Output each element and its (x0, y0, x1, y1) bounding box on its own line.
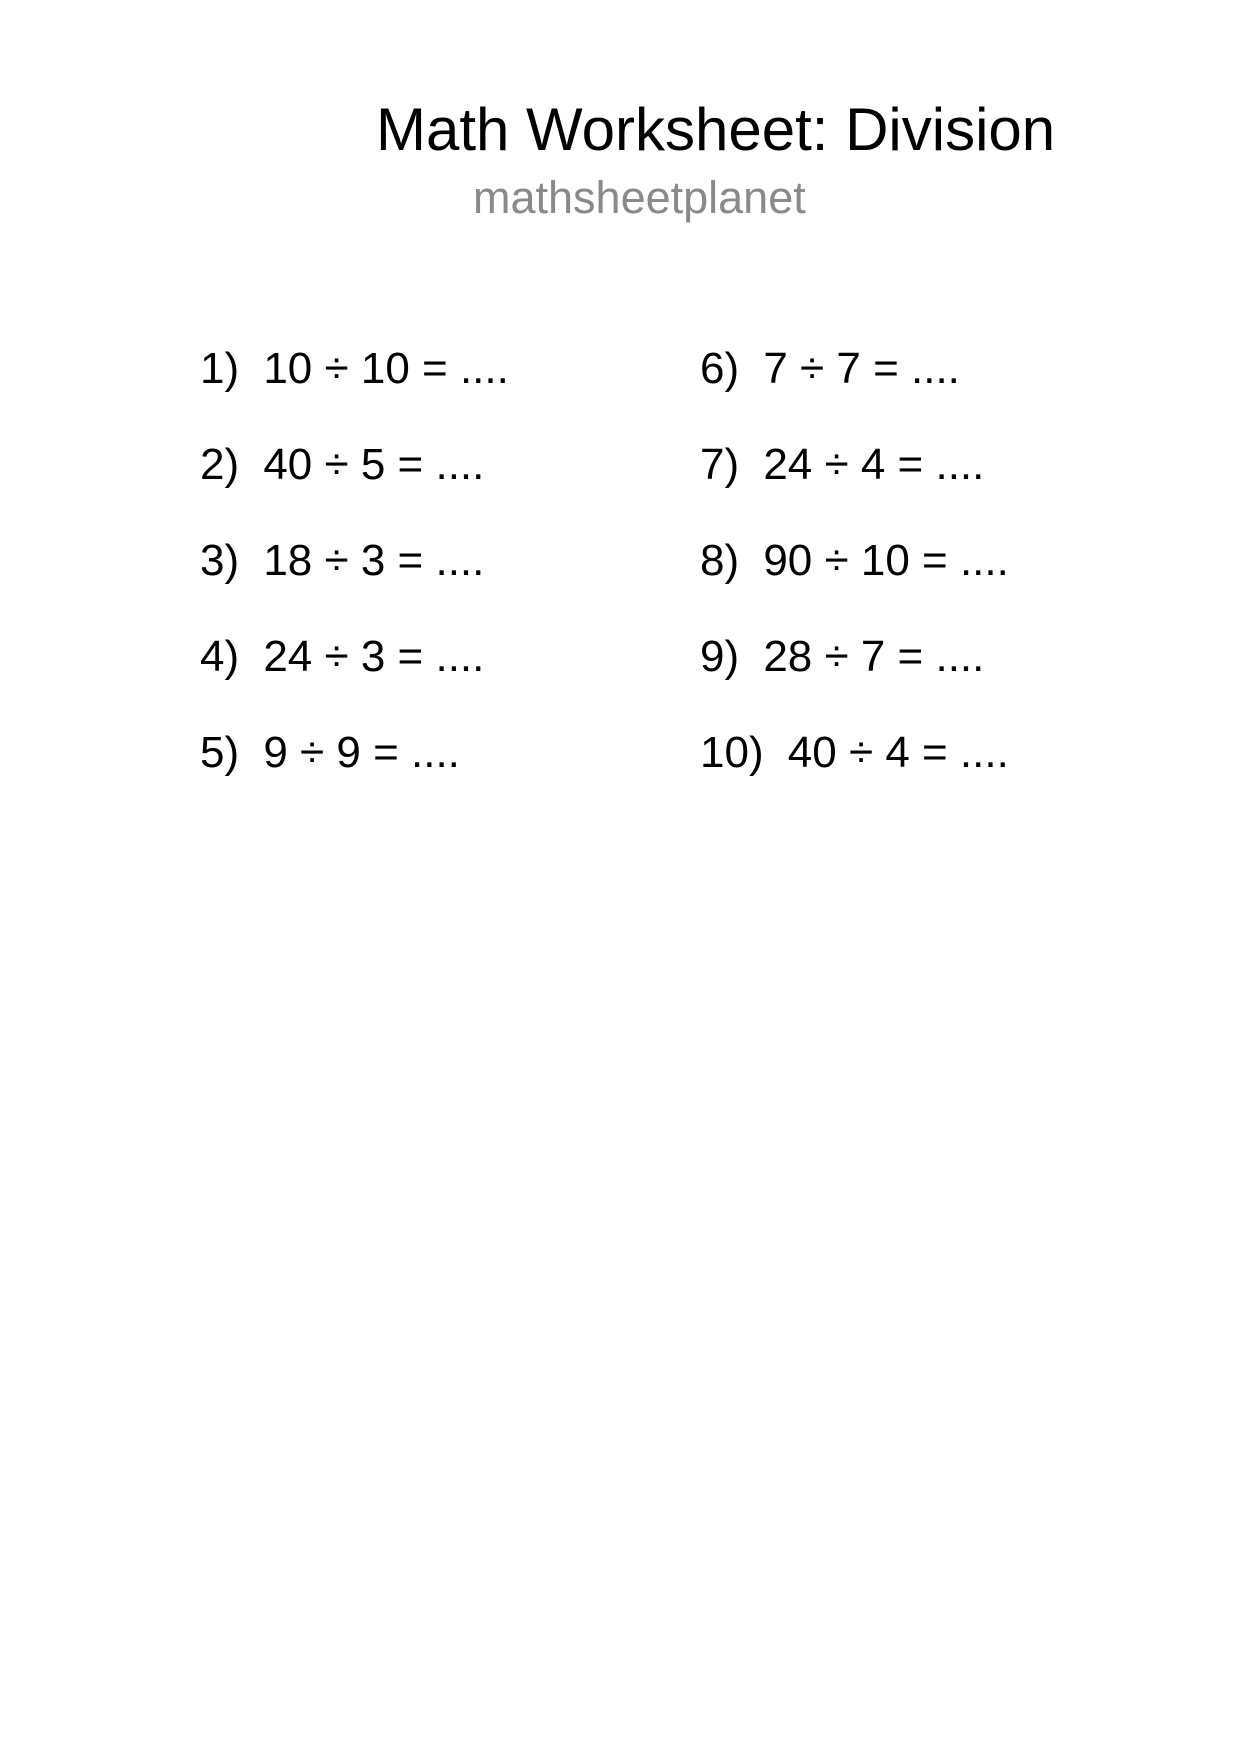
problem-row (200, 344, 509, 393)
problem-expression: 7 ÷ 7 = .... (763, 344, 960, 393)
problem-number: 4) (200, 632, 240, 681)
problem-expression: 24 ÷ 3 = .... (263, 632, 485, 681)
problem-row (700, 440, 1009, 489)
problems-column-left (200, 344, 509, 827)
problem-row (200, 632, 509, 681)
problem-expression: 18 ÷ 3 = .... (263, 536, 485, 585)
problem-expression: 9 ÷ 9 = .... (263, 728, 460, 777)
problem-number: 9) (700, 632, 740, 681)
problem-expression: 90 ÷ 10 = .... (763, 536, 1009, 585)
page-title: Math Worksheet: Division (376, 96, 1056, 163)
problem-number: 3) (200, 536, 240, 585)
problem-row (200, 536, 509, 585)
problem-number: 8) (700, 536, 740, 585)
problem-expression: 40 ÷ 5 = .... (263, 440, 485, 489)
problem-number: 10) (700, 728, 764, 777)
problem-number: 6) (700, 344, 740, 393)
problem-number: 2) (200, 440, 240, 489)
problem-row (200, 728, 509, 777)
problem-expression: 10 ÷ 10 = .... (263, 344, 509, 393)
problem-row (700, 536, 1009, 585)
page-subtitle: mathsheetplanet (473, 172, 806, 223)
problem-row (200, 440, 509, 489)
problem-row (700, 344, 1009, 393)
problem-row (700, 728, 1009, 777)
problem-row (700, 632, 1009, 681)
problem-number: 7) (700, 440, 740, 489)
problem-expression: 40 ÷ 4 = .... (787, 728, 1009, 777)
problem-number: 5) (200, 728, 240, 777)
problem-number: 1) (200, 344, 240, 393)
problem-expression: 28 ÷ 7 = .... (763, 632, 985, 681)
problems-column-right (700, 344, 1009, 827)
problem-expression: 24 ÷ 4 = .... (763, 440, 985, 489)
